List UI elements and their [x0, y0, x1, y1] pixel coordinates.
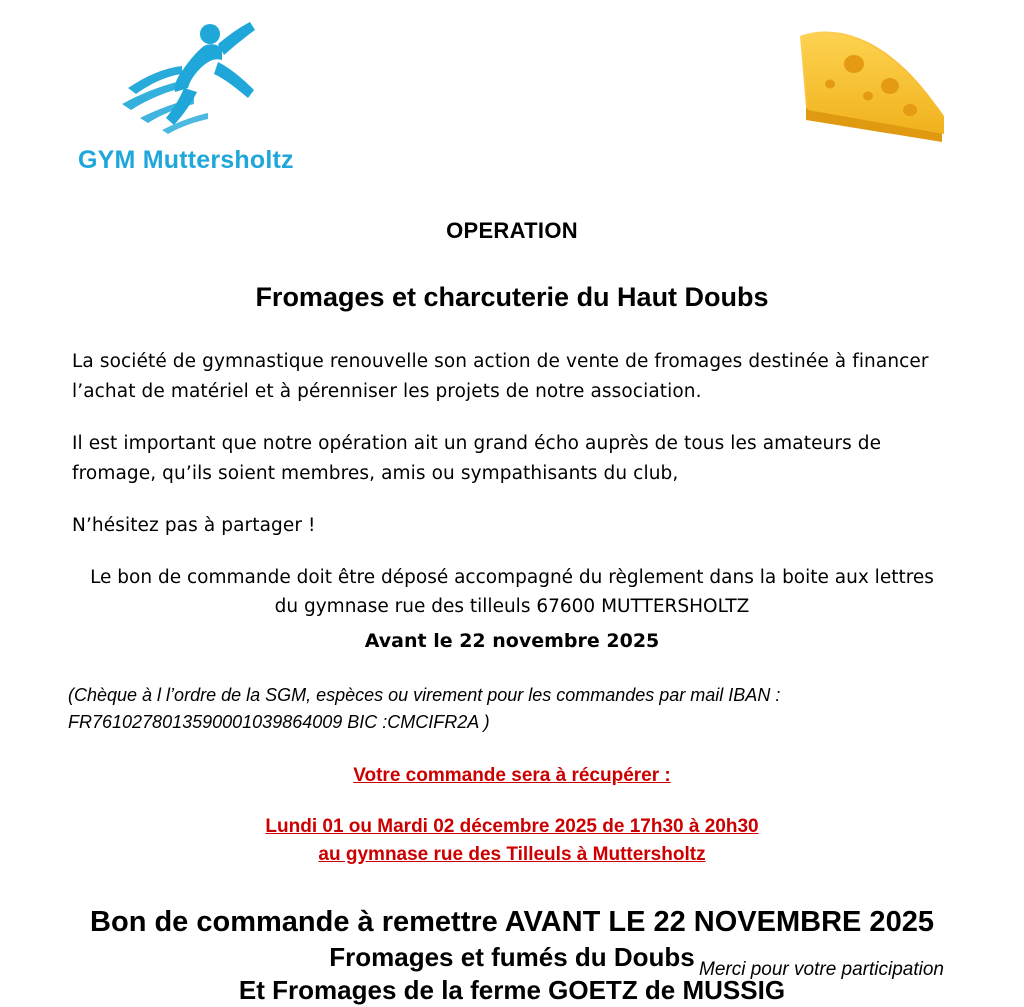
intro-text: [72, 347, 952, 541]
deposit-line-1: Le bon de commande doit être déposé accompagné du règlement dans la boite aux lettres: [90, 566, 934, 588]
order-line-1: Bon de commande à remettre AVANT LE 22 NOVEMBRE 2025: [90, 905, 934, 938]
order-line-3: Et Fromages de la ferme GOETZ de MUSSIG: [238, 974, 786, 1005]
pickup-date: Lundi 01 ou Mardi 02 décembre 2025 de 17h30 à 20h30: [265, 815, 759, 837]
order-line-2: Fromages et fumés du Doubs: [329, 941, 695, 972]
club-name: GYM Muttersholtz: [78, 146, 294, 174]
thanks-note: Merci pour votre participation: [699, 959, 944, 980]
page-title: Fromages et charcuterie du Haut Doubs: [255, 282, 769, 312]
pickup-block: [0, 765, 1024, 870]
paragraph-1: La société de gymnastique renouvelle son action de vente de fromages destinée à financer l’achat de matériel et à pérenniser les projets de notre association.: [72, 351, 929, 402]
order-form-notice: [0, 904, 1024, 1007]
gymnast-silhouette-icon: [118, 18, 268, 138]
payment-note: (Chèque à l l’ordre de la SGM, espèces ou virement pour les commandes par mail IBAN : FR7610278013590001039864009 BIC :CMCIFR2A ): [68, 685, 781, 732]
club-logo: [78, 18, 338, 178]
pickup-location: au gymnase rue des Tilleuls à Muttersholtz: [318, 844, 706, 866]
cheese-wedge-icon: [792, 22, 962, 147]
document-header: [0, 0, 1024, 190]
pickup-details: [0, 813, 1024, 870]
operation-title: OPERATION: [446, 218, 578, 243]
deposit-instructions: [72, 563, 952, 657]
deposit-line-2: du gymnase rue des tilleuls 67600 MUTTERSHOLTZ: [274, 596, 750, 618]
deposit-deadline: Avant le 22 novembre 2025: [364, 630, 660, 653]
paragraph-2: Il est important que notre opération ait un grand écho auprès de tous les amateurs de fromage, qu’ils soient membres, amis ou sympathisants du club,: [72, 432, 882, 484]
pickup-headline: Votre commande sera à récupérer :: [353, 764, 671, 786]
paragraph-3: N’hésitez pas à partager !: [72, 514, 316, 536]
